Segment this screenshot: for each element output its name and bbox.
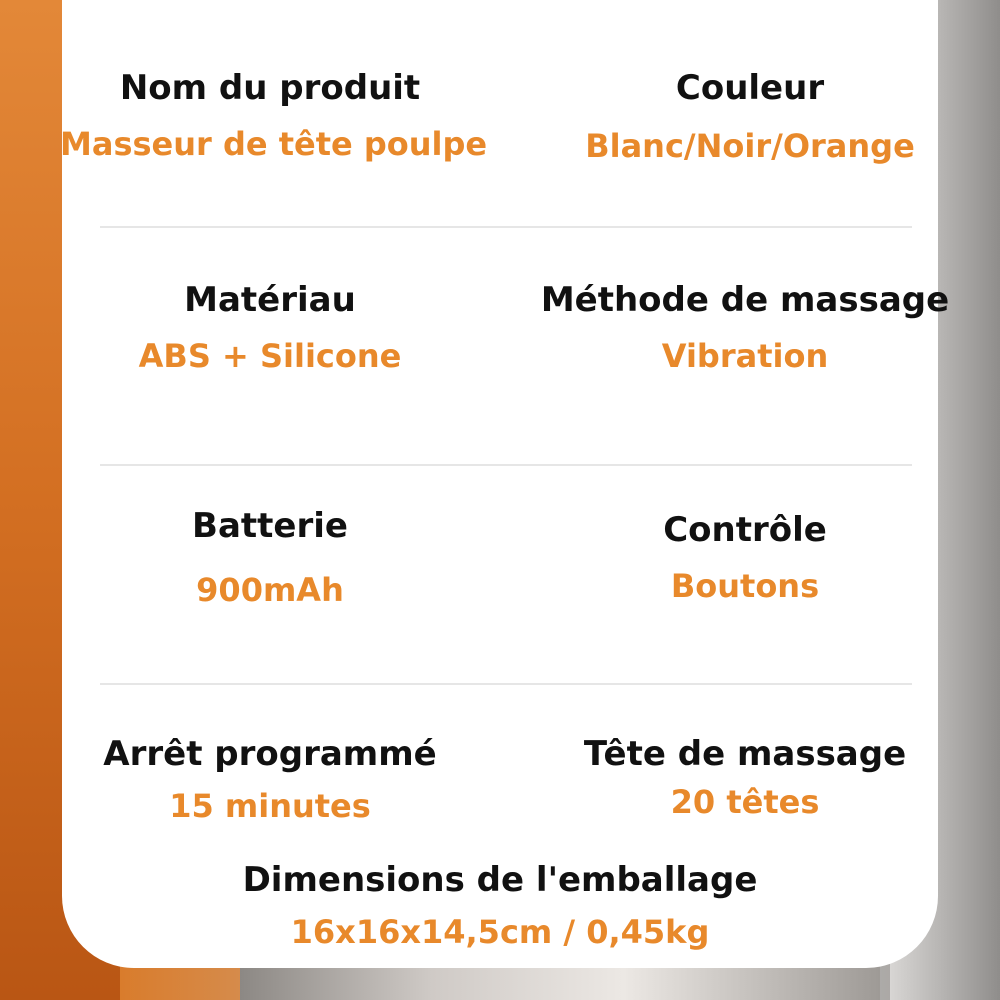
spec-auto-shutoff: [60, 734, 480, 834]
spec-label: Batterie: [192, 506, 348, 546]
spec-color: [540, 68, 960, 168]
spec-value: 16x16x14,5cm / 0,45kg: [290, 913, 710, 951]
row-divider: [100, 226, 912, 228]
spec-battery: [60, 506, 480, 616]
row-divider: [100, 683, 912, 685]
spec-control: [540, 510, 950, 610]
spec-package-dimensions: [150, 860, 850, 960]
spec-value: Boutons: [670, 567, 820, 605]
spec-material: [60, 280, 480, 380]
spec-massage-head: [540, 734, 950, 834]
spec-value: 900mAh: [196, 571, 344, 609]
spec-label: Tête de massage: [583, 734, 907, 774]
spec-label: Dimensions de l'emballage: [242, 860, 758, 900]
row-divider: [100, 464, 912, 466]
spec-label: Méthode de massage: [540, 280, 950, 320]
spec-value: Vibration: [661, 337, 829, 375]
spec-product-name: [60, 68, 488, 168]
spec-label: Matériau: [184, 280, 356, 320]
spec-label: Nom du produit: [119, 68, 421, 108]
spec-value: 15 minutes: [169, 787, 371, 825]
spec-massage-method: [540, 280, 950, 380]
spec-value: ABS + Silicone: [138, 337, 402, 375]
spec-value: 20 têtes: [670, 783, 820, 821]
spec-value: Masseur de tête poulpe: [60, 125, 488, 163]
spec-label: Arrêt programmé: [103, 734, 437, 774]
spec-value: Blanc/Noir/Orange: [585, 127, 915, 165]
spec-label: Couleur: [675, 68, 825, 108]
spec-label: Contrôle: [663, 510, 827, 550]
